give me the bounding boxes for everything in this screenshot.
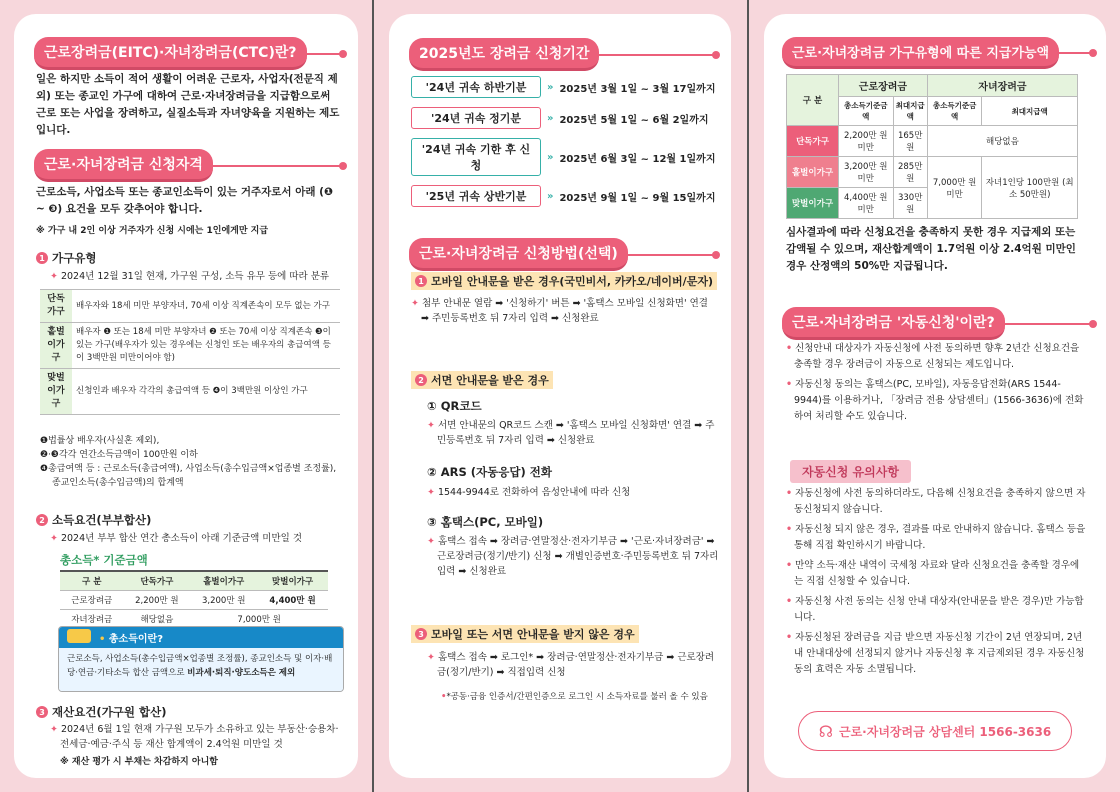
th: 자녀장려금 <box>927 75 1077 97</box>
qr-title: ① QR코드 <box>427 399 482 413</box>
td: 자녀1인당 100만원 (최소 50만원) <box>982 157 1078 219</box>
list-item: • 자동신청 사전 동의는 신청 안내 대상자(안내문을 받은 경우)만 가능합니다. <box>786 596 1084 623</box>
title-text: 근로·자녀장려금 가구유형에 따른 지급가능액 <box>782 37 1059 69</box>
req3-heading <box>36 704 167 720</box>
review-text: 심사결과에 따라 신청요건을 충족하지 못한 경우 지급제외 또는 감액될 수 있으며, 재산합계액이 1.7억원 이상 2.4억원 미만인 경우 산정액의 50%만 지급됩니다. <box>786 226 1076 272</box>
method3-title: 모바일 또는 서면 안내문을 받지 않은 경우 <box>431 628 635 641</box>
money-icon <box>67 629 91 643</box>
req1-heading <box>36 250 96 266</box>
period-value: 2025년 5월 1일 ~ 6월 2일까지 <box>559 114 709 126</box>
list-item: • 자동신청된 장려금을 지급 받으면 자동신청 기간이 2년 연장되며, 2년내 안내대상에 선정되지 않거나 자동신청 후 지급제외된 경우 자동신청 동의 효력은 자동 소멸됩니다. <box>786 632 1085 675</box>
req2-desc-text: 2024년 부부 합산 연간 총소득이 아래 기준금액 미만일 것 <box>60 533 303 544</box>
period-key: '24년 귀속 정기분 <box>411 107 541 129</box>
double-chevron-icon: » <box>547 151 554 163</box>
req3-desc-text: 2024년 6월 1일 현재 가구원 모두가 소유하고 있는 부동산·승용차·전세금·예금·주식 등 재산 합계액이 2.4억원 미만일 것 <box>60 724 339 750</box>
list-text: 자동신청 되지 않은 경우, 결과를 따로 안내하지 않습니다. 홈택스 등을 통해 직접 확인하시기 바랍니다. <box>794 524 1086 551</box>
list-text: 자동신청 사전 동의는 신청 안내 대상자(안내문을 받은 경우)만 가능합니다. <box>794 596 1084 623</box>
type-value: 배우자와 18세 미만 부양자녀, 70세 이상 직계존속이 모두 없는 가구 <box>72 290 340 323</box>
td: 3,200만 원 미만 <box>839 157 894 188</box>
type-key: 단독가구 <box>40 290 72 323</box>
num-badge: 2 <box>36 514 48 526</box>
req2-heading <box>36 512 151 528</box>
req3-note: ※ 재산 평가 시 부채는 차감하지 아니함 <box>60 757 218 767</box>
list-text: 자동신청 동의는 홈택스(PC, 모바일), 자동응답전화(ARS 1544-9944)를 이용하거나, 「장려금 전용 상담센터」(1566-3636)에 전화하여 처리할 수도 있습니다. <box>794 379 1084 422</box>
section-title-qualification <box>34 149 344 182</box>
section-title-eitc <box>34 37 344 70</box>
table-row <box>787 157 1078 188</box>
title-line <box>1005 323 1094 325</box>
period-value: 2025년 9월 1일 ~ 9월 15일까지 <box>559 192 716 204</box>
panel-middle <box>389 14 731 778</box>
auto-list <box>786 341 1088 429</box>
title-text: 근로·자녀장려금 '자동신청'이란? <box>782 307 1005 340</box>
headset-icon: ☊ <box>818 721 833 741</box>
td: 2,200만 원 미만 <box>839 126 894 157</box>
total-income-box <box>58 626 344 692</box>
th: 맞벌이가구 <box>257 571 328 591</box>
method3-note: •*공동·금융 인증서/간편인증으로 로그인 시 소득자료를 불러 올 수 있음 <box>441 692 708 702</box>
double-chevron-icon: » <box>547 81 554 93</box>
row-key: 맞벌이가구 <box>787 188 839 219</box>
section-title-amount <box>782 37 1094 69</box>
method1-body: 첨부 안내문 열람 ➡ '신청하기' 버튼 ➡ '홈택스 모바일 신청화면' 연결 ➡ 주민등록번호 뒤 7자리 입력 ➡ 신청완료 <box>421 298 708 324</box>
caution-title <box>790 460 911 483</box>
box-title: 총소득이란? <box>108 634 163 645</box>
panel-right <box>764 14 1106 778</box>
list-item: • 자동신청에 사전 동의하더라도, 다음해 신청요건을 충족하지 않으면 자동신청되지 않습니다. <box>786 488 1086 515</box>
panel-left <box>14 14 358 778</box>
type-value: 신청인과 배우자 각각의 총급여액 등 ❹이 3백만원 이상인 가구 <box>72 369 340 415</box>
req1-title: 가구유형 <box>52 251 97 265</box>
td: 해당없음 <box>123 610 190 629</box>
th: 단독가구 <box>123 571 190 591</box>
section-title-method <box>409 238 717 271</box>
section-title-auto <box>782 307 1094 340</box>
td: 자녀장려금 <box>60 610 123 629</box>
footnote-3: ❹총급여액 등 : 근로소득(총급여액), 사업소득(총수입금액×업종별 조정률), 종교인소득(총수입금액)의 합계액 <box>40 464 337 488</box>
title-line <box>1059 52 1094 54</box>
method3-text: ✦ 홈택스 접속 ➡ 로그인* ➡ 장려금·연말정산·전자기부금 ➡ 근로장려금(정기/반기) ➡ 직접입력 신청 <box>427 652 715 678</box>
table-row <box>40 369 340 415</box>
method3-body: 홈택스 접속 ➡ 로그인* ➡ 장려금·연말정산·전자기부금 ➡ 근로장려금(정기/반기) ➡ 직접입력 신청 <box>437 652 715 678</box>
ars-body: 1544-9944로 전화하여 음성안내에 따라 신청 <box>437 487 631 498</box>
caution-list <box>786 486 1088 682</box>
list-item: • 신청안내 대상자가 자동신청에 사전 동의하면 향후 2년간 신청요건을 충족할 경우 장려금이 자동으로 신청되는 제도입니다. <box>786 343 1080 370</box>
period-item <box>411 76 723 98</box>
row-key: 홑벌이가구 <box>787 157 839 188</box>
title-text: 근로장려금(EITC)·자녀장려금(CTC)란? <box>34 37 307 70</box>
hometax-title: ③ 홈택스(PC, 모바일) <box>427 515 544 529</box>
title-line <box>628 254 717 256</box>
qr-body: 서면 안내문의 QR코드 스캔 ➡ '홈택스 모바일 신청화면' 연결 ➡ 주민등록번호 뒤 7자리 입력 ➡ 신청완료 <box>437 420 715 446</box>
double-chevron-icon: » <box>547 190 554 202</box>
list-text: 자동신청에 사전 동의하더라도, 다음해 신청요건을 충족하지 않으면 자동신청되지 않습니다. <box>794 488 1086 515</box>
list-text: 만약 소득·재산 내역이 국세청 자료와 달라 신청요건을 충족할 경우에는 직접 신청할 수 있습니다. <box>794 560 1080 587</box>
box-body <box>59 648 343 692</box>
title-text: 근로·자녀장려금 신청방법(선택) <box>409 238 628 271</box>
income-table <box>60 570 328 629</box>
period-item <box>411 138 723 176</box>
th: 총소득기준금액 <box>839 97 894 126</box>
td: 165만 원 <box>893 126 927 157</box>
num-badge: 3 <box>415 628 427 640</box>
method2-title: 서면 안내문을 받은 경우 <box>431 374 549 387</box>
title-text: 근로·자녀장려금 신청자격 <box>34 149 213 182</box>
caution-title-text: 자동신청 유의사항 <box>790 460 911 483</box>
method2-heading <box>411 371 553 389</box>
list-item: • 자동신청 되지 않은 경우, 결과를 따로 안내하지 않습니다. 홈택스 등을 통해 직접 확인하시기 바랍니다. <box>786 524 1086 551</box>
ars-title: ② ARS (자동응답) 전화 <box>427 465 552 479</box>
td: 7,000만 원 <box>190 610 328 629</box>
household-type-table <box>40 289 340 415</box>
qualification-text: 근로소득, 사업소득 또는 종교인소득이 있는 거주자로서 아래 (❶ ~ ❸) 요건을 모두 갖추어야 합니다. <box>36 186 333 215</box>
call-center-text: 근로·자녀장려금 상담센터 1566-3636 <box>839 724 1052 739</box>
amount-table <box>786 74 1078 219</box>
intro-text: 일은 하지만 소득이 적어 생활이 어려운 근로자, 사업자(전문직 제외) 또는 종교인 가구에 대하여 근로·자녀장려금을 지급함으로써 근로 또는 사업을 장려하고, 실질소득과 자녀양육을 지원하는 제도입니다. <box>36 73 340 136</box>
box-header: • 총소득이란? <box>59 627 343 648</box>
section-title-period <box>409 38 717 71</box>
period-value: 2025년 6월 3일 ~ 12월 1일까지 <box>559 153 716 165</box>
th: 구 분 <box>787 75 839 126</box>
period-item <box>411 185 723 207</box>
qr-text: ✦ 서면 안내문의 QR코드 스캔 ➡ '홈택스 모바일 신청화면' 연결 ➡ 주민등록번호 뒤 7자리 입력 ➡ 신청완료 <box>427 420 715 446</box>
req3-desc: ✦ 2024년 6월 1일 현재 가구원 모두가 소유하고 있는 부동산·승용차·전세금·예금·주식 등 재산 합계액이 2.4억원 미만일 것 <box>50 724 339 750</box>
req2-desc: ✦ 2024년 부부 합산 연간 총소득이 아래 기준금액 미만일 것 <box>50 533 303 544</box>
list-item: • 만약 소득·재산 내역이 국세청 자료와 달라 신청요건을 충족할 경우에는 직접 신청할 수 있습니다. <box>786 560 1080 587</box>
table-header-row <box>60 571 328 591</box>
title-text: 2025년도 장려금 신청기간 <box>409 38 599 71</box>
box-bold: 비과세·퇴직·양도소득은 제외 <box>187 668 296 678</box>
title-line <box>599 54 717 56</box>
period-key: '24년 귀속 기한 후 신청 <box>411 138 541 176</box>
table-header-row <box>787 75 1078 97</box>
num-badge: 1 <box>415 275 427 287</box>
td: 4,400만 원 <box>257 591 328 610</box>
type-key: 홑벌이가구 <box>40 323 72 369</box>
td: 근로장려금 <box>60 591 123 610</box>
table-row <box>40 323 340 369</box>
qualification-note: ※ 가구 내 2인 이상 거주자가 신청 시에는 1인에게만 지급 <box>36 226 269 236</box>
th: 홑벌이가구 <box>190 571 257 591</box>
req2-title: 소득요건(부부합산) <box>52 513 152 527</box>
period-key: '25년 귀속 상반기분 <box>411 185 541 207</box>
td: 2,200만 원 <box>123 591 190 610</box>
num-badge: 1 <box>36 252 48 264</box>
period-key: '24년 귀속 하반기분 <box>411 76 541 98</box>
hometax-text: ✦ 홈택스 접속 ➡ 장려금·연말정산·전자기부금 ➡ '근로·자녀장려금' ➡ 근로장려금(정기/반기) 신청 ➡ 개별인증번호·주민등록번호 뒤 7자리 입력 ➡ 신청완료 <box>427 536 719 577</box>
method3-heading <box>411 625 639 643</box>
table-row <box>60 591 328 610</box>
footnotes <box>40 434 346 490</box>
method1-text: ✦ 첨부 안내문 열람 ➡ '신청하기' 버튼 ➡ '홈택스 모바일 신청화면' 연결 ➡ 주민등록번호 뒤 7자리 입력 ➡ 신청완료 <box>411 298 708 324</box>
th: 최대지급액 <box>893 97 927 126</box>
period-list <box>411 76 723 207</box>
fold-line-2 <box>747 0 749 792</box>
income-table-title: 총소득* 기준금액 <box>60 553 148 567</box>
req1-desc: ✦ 2024년 12월 31일 현재, 가구원 구성, 소득 유무 등에 따라 분류 <box>50 271 330 282</box>
list-text: 신청안내 대상자가 자동신청에 사전 동의하면 향후 2년간 신청요건을 충족할 경우 장려금이 자동으로 신청되는 제도입니다. <box>794 343 1080 370</box>
ars-text: ✦ 1544-9944로 전화하여 음성안내에 따라 신청 <box>427 487 631 498</box>
period-value: 2025년 3월 1일 ~ 3월 17일까지 <box>559 83 716 95</box>
list-text: 자동신청된 장려금을 지급 받으면 자동신청 기간이 2년 연장되며, 2년내 안내대상에 선정되지 않거나 자동신청 후 지급제외된 경우 자동신청 동의 효력은 자동 소멸됩니다. <box>794 632 1085 675</box>
num-badge: 2 <box>415 374 427 386</box>
footnote-1: ❶법률상 배우자(사실혼 제외), <box>40 436 160 446</box>
method3-note-text: *공동·금융 인증서/간편인증으로 로그인 시 소득자료를 불러 올 수 있음 <box>446 692 708 702</box>
list-item: • 자동신청 동의는 홈택스(PC, 모바일), 자동응답전화(ARS 1544-9944)를 이용하거나, 「장려금 전용 상담센터」(1566-3636)에 전화하여 처리할 수도 있습니다. <box>786 379 1084 422</box>
type-value: 배우자 ❶ 또는 18세 미만 부양자녀 ❷ 또는 70세 이상 직계존속 ❸이 있는 가구(배우자가 있는 경우에는 신청인 또는 배우자의 총급여액 등이 3백만원 미만이어야 함) <box>72 323 340 369</box>
table-row <box>40 290 340 323</box>
title-line <box>213 165 344 167</box>
th: 최대지급액 <box>982 97 1078 126</box>
req1-desc-text: 2024년 12월 31일 현재, 가구원 구성, 소득 유무 등에 따라 분류 <box>60 271 330 282</box>
period-item <box>411 107 723 129</box>
table-row <box>787 126 1078 157</box>
td: 7,000만 원 미만 <box>927 157 982 219</box>
double-chevron-icon: » <box>547 112 554 124</box>
th: 근로장려금 <box>839 75 928 97</box>
th: 총소득기준금액 <box>927 97 982 126</box>
req3-title: 재산요건(가구원 합산) <box>52 705 167 719</box>
num-badge: 3 <box>36 706 48 718</box>
td: 285만 원 <box>893 157 927 188</box>
method1-heading <box>411 272 717 290</box>
title-line <box>307 53 345 55</box>
td: 3,200만 원 <box>190 591 257 610</box>
box-text: 근로소득, 사업소득(총수입금액×업종별 조정률), 종교인소득 및 이자·배당·연금·기타소득 합산 금액으로 <box>67 654 333 678</box>
type-key: 맞벌이가구 <box>40 369 72 415</box>
th: 구 분 <box>60 571 123 591</box>
call-center-button[interactable] <box>798 711 1072 751</box>
footnote-2: ❷·❸각각 연간소득금액이 100만원 이하 <box>40 450 198 460</box>
fold-line-1 <box>372 0 374 792</box>
td: 4,400만 원 미만 <box>839 188 894 219</box>
hometax-body: 홈택스 접속 ➡ 장려금·연말정산·전자기부금 ➡ '근로·자녀장려금' ➡ 근로장려금(정기/반기) 신청 ➡ 개별인증번호·주민등록번호 뒤 7자리 입력 ➡ 신청완료 <box>437 536 719 577</box>
td: 해당없음 <box>927 126 1077 157</box>
method1-title: 모바일 안내문을 받은 경우(국민비서, 카카오/네이버/문자) <box>431 275 713 288</box>
row-key: 단독가구 <box>787 126 839 157</box>
td: 330만 원 <box>893 188 927 219</box>
